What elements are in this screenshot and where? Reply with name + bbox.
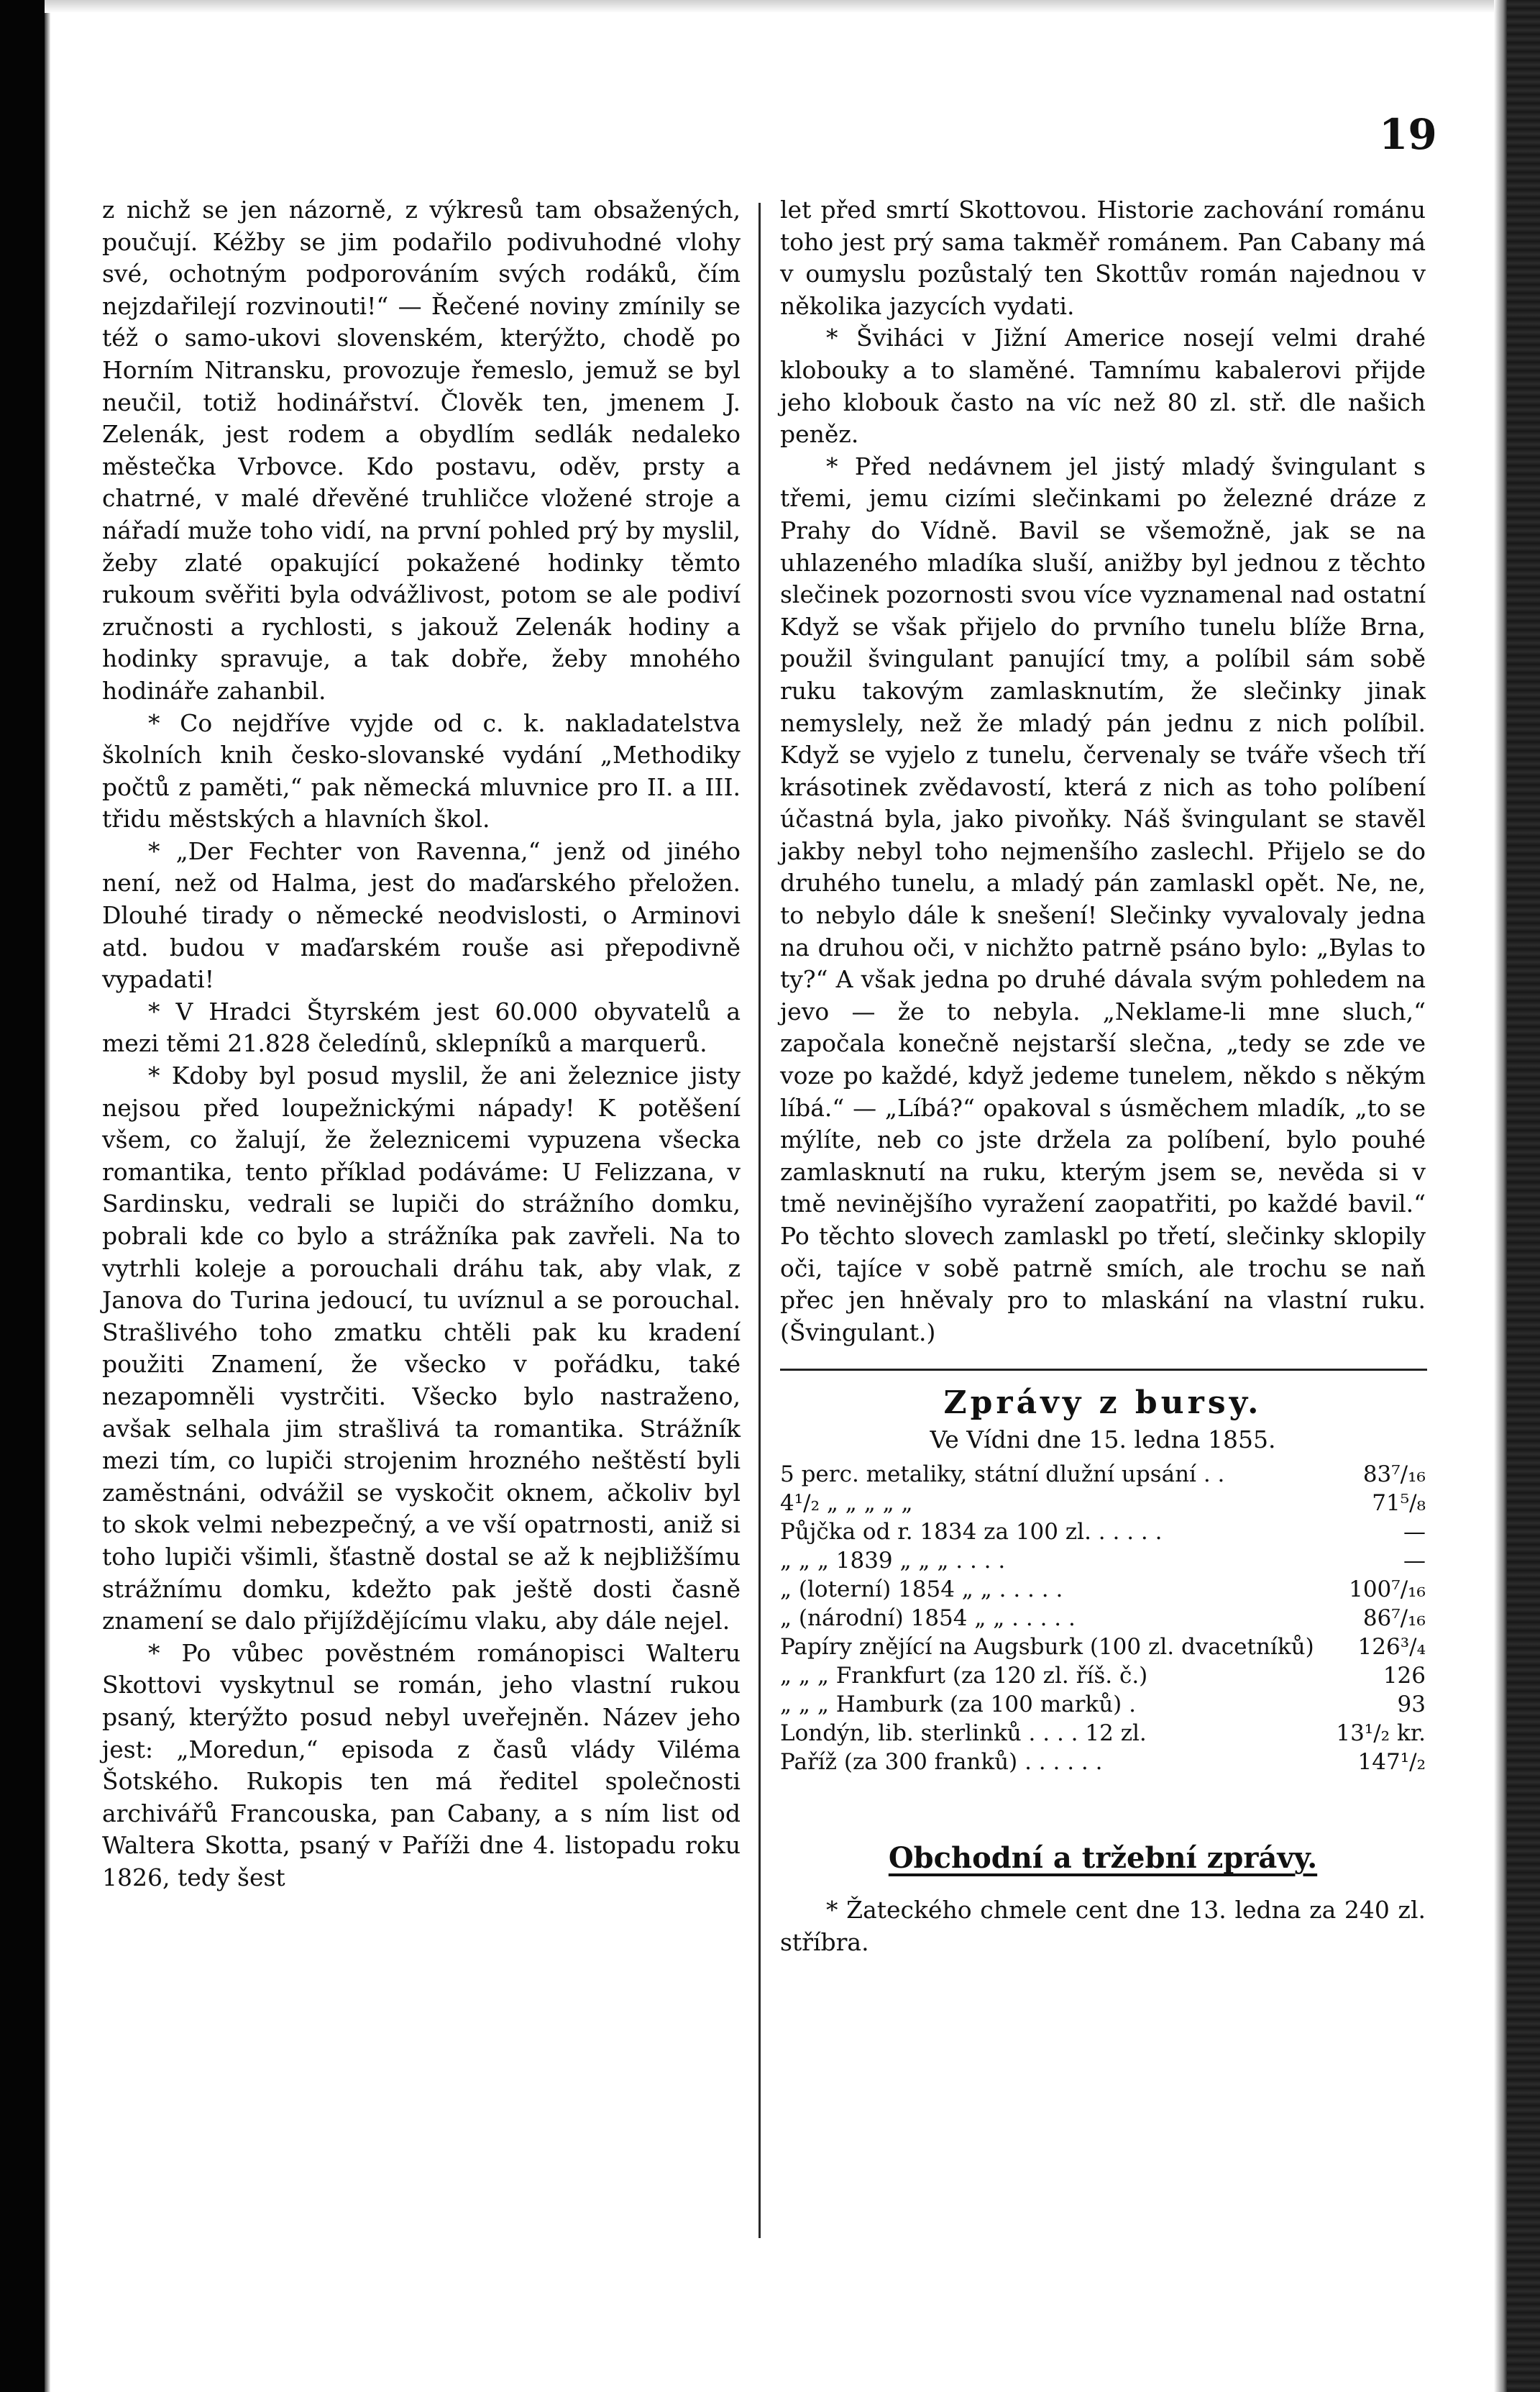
rate-value: 126: [1383, 1663, 1426, 1689]
scan-border-right: [1507, 0, 1540, 2392]
trade-news-item: * Žateckého chmele cent dne 13. ledna za 240 zl. stříbra.: [780, 1896, 1426, 1956]
paragraph-methodiky: * Co nejdříve vyjde od c. k. nakladatelstva školních knih česko-slovanské vydání „Methodiky počtů z paměti,“ pak německá mluvnice pro II. a III. třidu městských a hlavních škol.: [102, 708, 741, 834]
rate-label: Londýn, lib. sterlinků . . . . 12 zl.: [780, 1720, 1147, 1747]
rate-label: „ (národní) 1854 „ „ . . . . .: [780, 1605, 1076, 1632]
rate-value: —: [1403, 1548, 1426, 1574]
column-divider: [758, 203, 761, 2238]
rate-row: [780, 1661, 1426, 1690]
right-column: [780, 194, 1426, 1959]
rate-label: „ „ „ Hamburk (za 100 marků) .: [780, 1692, 1136, 1718]
rate-row: [780, 1489, 1426, 1517]
paragraph-continuation: z nichž se jen názorně, z výkresů tam obsažených, poučují. Kéžby se jim podařilo podivuhodné vlohy své, ochotným podporováním svých rodáků, čím nejzdařilejí rozvinouti!“ — Řečené noviny zmínily se též o samo-ukovi slovenském, kterýžto, chodě po Horním Nitransku, provozuje řemeslo, jemuž se byl neučil, totiž hodinářství. Člověk ten, jmenem J. Zelenák, jest rodem a obydlím sedlák nedaleko městečka Vrbovce. Kdo postavu, oděv, prsty a chatrné, v malé dřevěné truhličce vložené stroje a nářadí muže toho vidí, na první pohled prý by myslil, žeby zlaté opakující pokažené hodinky těmto rukoum svěřiti byla odvážlivost, potom se ale podiví zručnosti a rychlosti, s jakouž Zelenák hodiny a hodinky spravuje, a tak dobře, žeby mnohého hodináře zahanbil.: [102, 196, 741, 705]
rate-label: Paříž (za 300 franků) . . . . . .: [780, 1749, 1103, 1776]
rate-row: [780, 1748, 1426, 1776]
rate-value: 100⁷/₁₆: [1349, 1576, 1426, 1603]
section-divider: [780, 1369, 1427, 1371]
rate-row: [780, 1604, 1426, 1633]
paragraph-hradec: * V Hradci Štyrském jest 60.000 obyvatelů a mezi těmi 21.828 čeledínů, sklepníků a marquerů.: [102, 997, 741, 1058]
rate-value: —: [1403, 1519, 1426, 1546]
paragraph-svingulant: * Před nedávnem jel jistý mladý švingulant s třemi, jemu cizími slečinkami po železné dráze z Prahy do Vídně. Bavil se všemožně, jak se na uhlazeného mladíka sluší, anižby byl jednou z těchto slečinek pozornosti svou více vyznamenal nad ostatní Když se však přijelo do prvního tunelu blíže Brna, použil švingulant panující tmy, a políbil sám sobě ruku takovým zamlasknutím, že slečinky jinak nemyslely, než že mladý pán jednu z nich políbil. Když se vyjelo z tunelu, červenaly se tváře všech tří krásotinek zvědavostí, která z nich as toho políbení účastná byla, jako pivoňky. Náš švingulant se stavěl jakby nebyl toho nejmenšího zaslechl. Přijelo se do druhého tunelu, a mladý pán zamlaskl opět. Ne, ne, to nebylo dále k snešení! Slečinky vyvalovaly jedna na druhou oči, v nichžto patrně psáno bylo: „Bylas to ty?“ A však jedna po druhé dávala svým pohledem na jevo — že to nebyla. „Neklame-li mne sluch,“ započala konečně nejstarší slečna, „tedy se zde ve voze po každé, když jedeme tunelem, někdo s někým líbá.“ — „Líbá?“ opakoval s úsměchem mladík, „to se mýlíte, neb co jste držela za políbení, bylo pouhé zamlasknutí na ruku, kterým jsem se, nevěda si v tmě nevinějšího vyražení zaopatřiti, po každé bavil.“ Po těchto slovech zamlaskl po třetí, slečinky sklopily oči, tajíce v sobě patrně smích, ale trochu se naň přec jen hněvaly pro to mlaskání na vlastní ruku. (Švingulant.): [780, 452, 1426, 1346]
paragraph-skott: * Po vůbec pověstném románopisci Walteru Skottovi vyskytnul se román, jeho vlastní rukou psaný, kterýžto posud nebyl uveřejněn. Název jeho jest: „Moredun,“ episoda z časů vlády Viléma Šotského. Rukopis ten má ředitel společnosti archivářů Francouska, pan Cabany, a s ním list od Waltera Skotta, psaný v Paříži dne 4. listopadu roku 1826, tedy šest: [102, 1638, 741, 1891]
rate-row: [780, 1546, 1426, 1575]
rate-label: Půjčka od r. 1834 za 100 zl. . . . . .: [780, 1519, 1163, 1546]
scan-border-left-edge: [45, 0, 50, 2392]
rate-value: 126³/₄: [1357, 1634, 1426, 1661]
rate-value: 13¹/₂ kr.: [1336, 1720, 1426, 1747]
rate-value: 71⁵/₈: [1372, 1490, 1426, 1517]
bourse-date: Ve Vídni dne 15. ledna 1855.: [930, 1425, 1276, 1454]
rate-label: Papíry znějící na Augsburk (100 zl. dvacetníků): [780, 1634, 1314, 1661]
rate-label: 5 perc. metaliky, státní dlužní upsání . .: [780, 1461, 1225, 1488]
paragraph-svihaci: * Šviháci v Jižní Americe nosejí velmi drahé klobouky a to slaměné. Tamnímu kabalerovi přijde jeho klobouk často na víc než 80 zl. stř. dle našich peněz.: [780, 324, 1426, 449]
scan-border-left: [0, 0, 45, 2392]
page-number: 19: [1379, 110, 1437, 159]
rate-row: [780, 1633, 1426, 1661]
rate-value: 83⁷/₁₆: [1362, 1461, 1426, 1488]
rate-label: „ „ „ 1839 „ „ „ . . . .: [780, 1548, 1006, 1574]
scan-border-top: [45, 0, 1497, 13]
rate-label: 4¹/₂ „ „ „ „ „: [780, 1490, 913, 1517]
rate-value: 147¹/₂: [1357, 1749, 1426, 1776]
bourse-title: Zprávy z bursy.: [943, 1384, 1262, 1422]
scan-border-right-edge: [1494, 0, 1507, 2392]
paragraph-zeleznice: * Kdoby byl posud myslil, že ani železnice jisty nejsou před loupežnickými nápady! K potěšení všem, co žalují, že železnicemi vypuzena všecka romantika, tento příklad podáváme: U Felizzana, v Sardinsku, vedrali se lupiči do strážního domku, pobrali kde co bylo a strážníka pak zavřeli. Na to vytrhli koleje a porouchali dráhu tak, aby vlak, z Janova do Turina jedoucí, tu uvíznul a se porouchal. Strašlivého toho zmatku chtěli pak ku kradení použiti Znamení, že všecko v pořádku, také nezapomněli vystrčiti. Všecko bylo nastraženo, avšak selhala jim strašlivá ta romantika. Strážník mezi tím, co lupiči strojenim hrozného neštěstí byli zaměstnáni, odvážil se vyskočit oknem, ačkoliv byl to skok velmi nebezpečný, a ve vší opatrnosti, aniž si toho lupiči všimli, šťastně dostal se až k nejbližšímu strážnímu domku, kdežto pak ještě dosti časně znamení se dalo přijíždějícímu vlaku, aby dále nejel.: [102, 1062, 741, 1635]
rate-row: [780, 1575, 1426, 1604]
rate-label: „ „ „ Frankfurt (za 120 zl. říš. č.): [780, 1663, 1148, 1689]
rate-label: „ (loterní) 1854 „ „ . . . . .: [780, 1576, 1063, 1603]
paragraph-skott-continued: let před smrtí Skottovou. Historie zachování románu toho jest prý sama takměř románem. Pan Cabany má v oumyslu pozůstalý ten Skottův román najednou v několika jazycích vydati.: [780, 196, 1426, 320]
rate-value: 93: [1397, 1692, 1426, 1718]
paragraph-fechter: * „Der Fechter von Ravenna,“ jenž od jiného není, než od Halma, jest do maďarského přeložen. Dlouhé tirady o německé neodvislosti, o Arminovi atd. budou v maďarském rouše asi přepodivně vypadati!: [102, 836, 741, 994]
left-column: [102, 194, 741, 1894]
rate-value: 86⁷/₁₆: [1362, 1605, 1426, 1632]
trade-section: [780, 1841, 1426, 1958]
bourse-section: [780, 1385, 1426, 1776]
rate-row: [780, 1460, 1426, 1489]
trade-title: Obchodní a tržební zprávy.: [888, 1841, 1318, 1876]
bourse-rates-table: [780, 1460, 1426, 1776]
rate-row: [780, 1719, 1426, 1748]
rate-row: [780, 1517, 1426, 1546]
rate-row: [780, 1690, 1426, 1719]
